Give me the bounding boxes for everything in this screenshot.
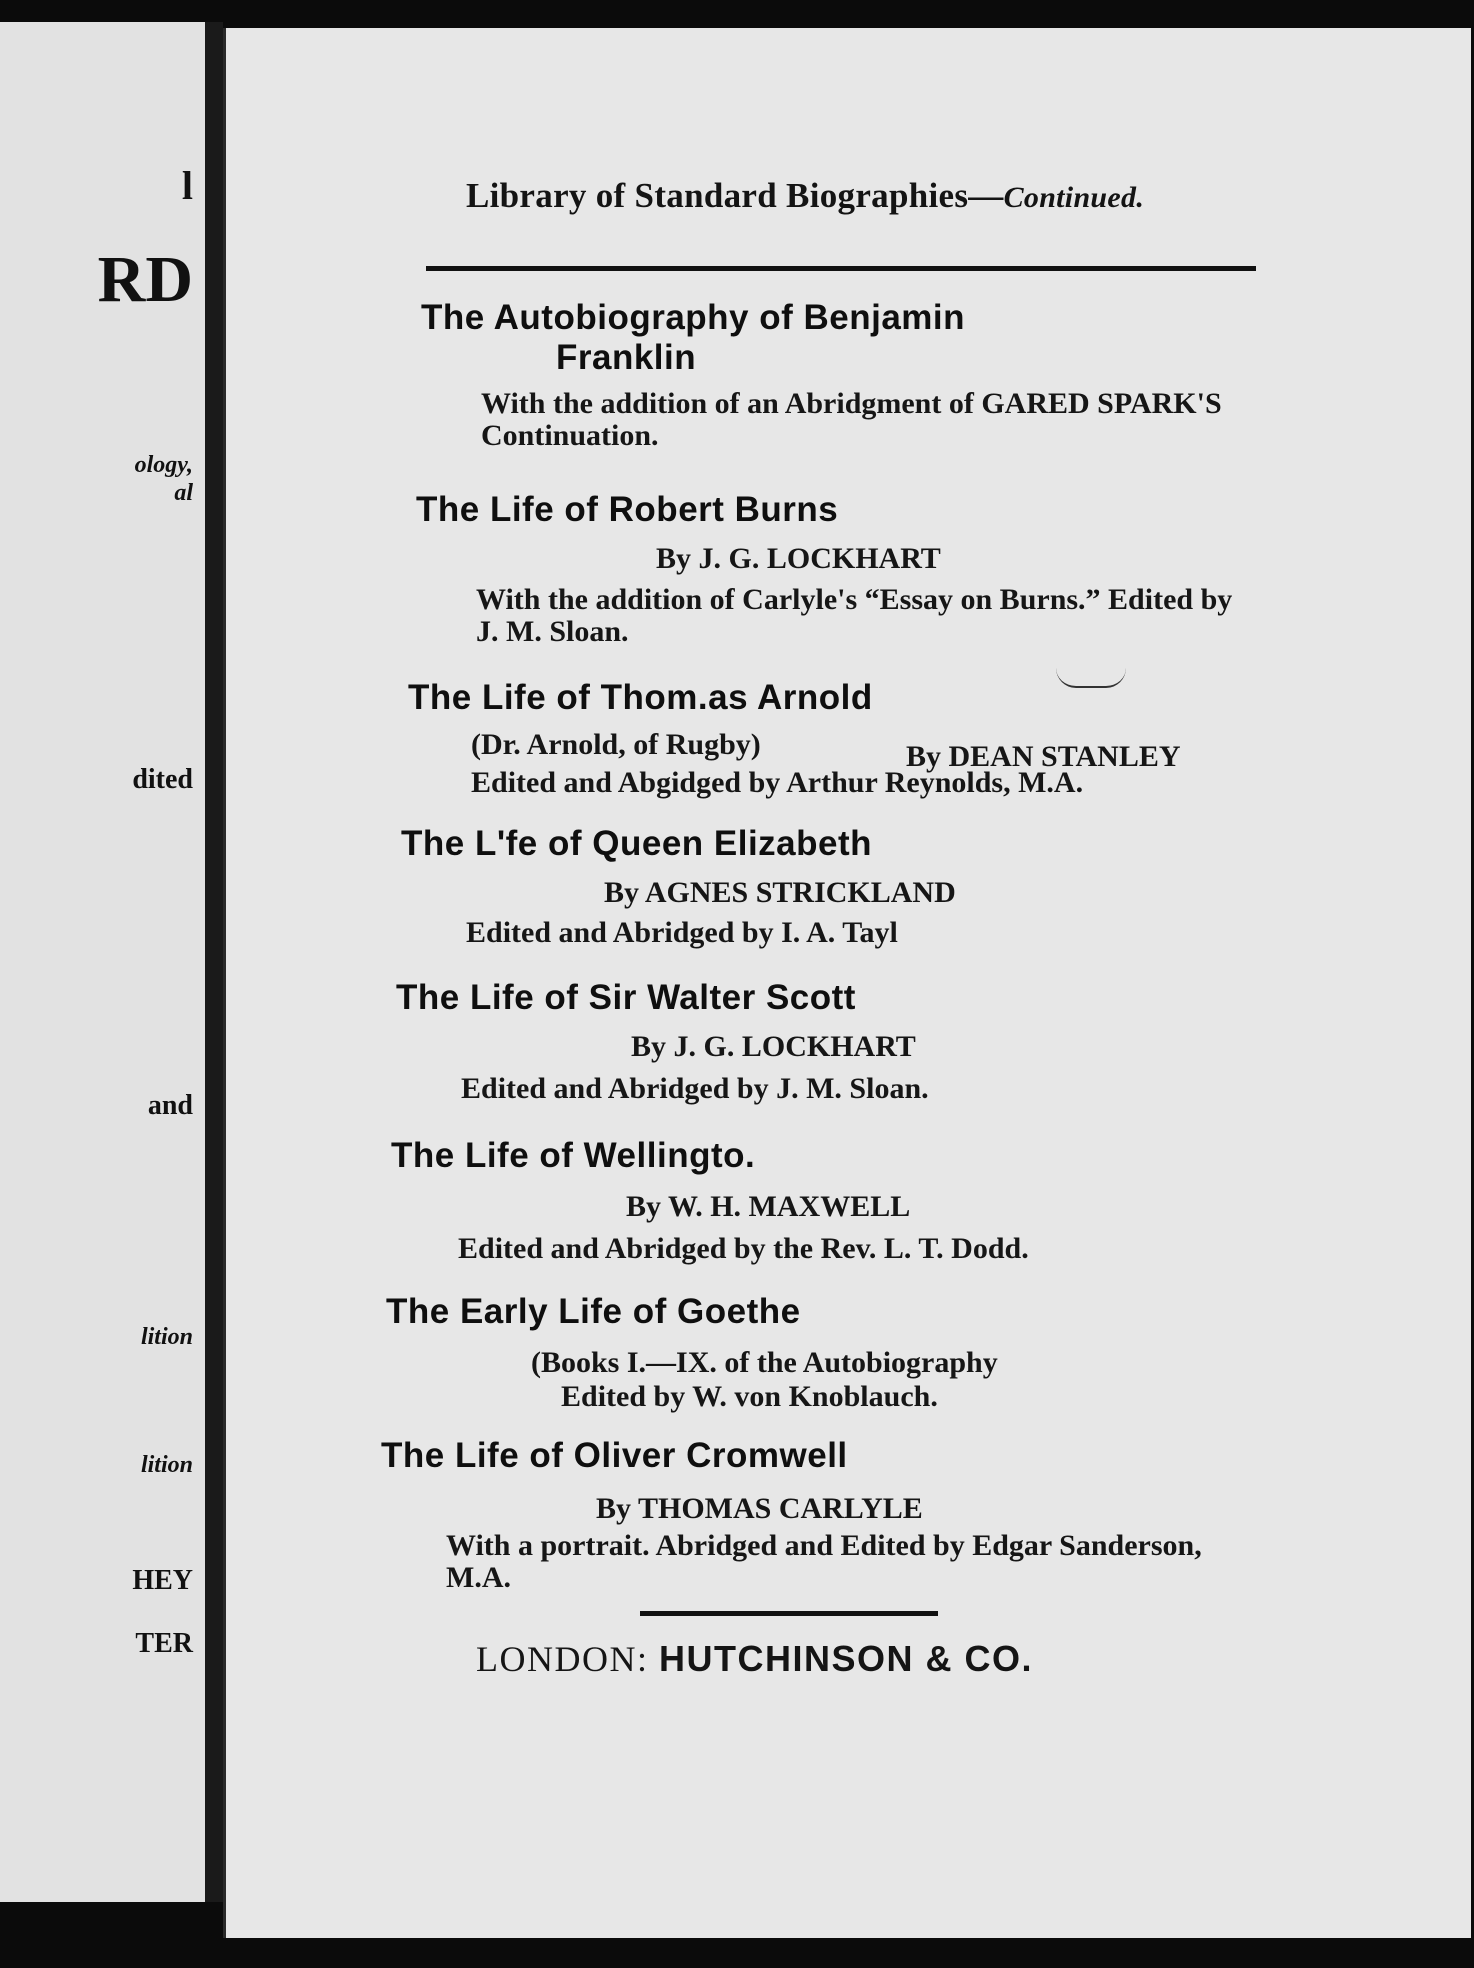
entry-note: With the addition of an Abridgment of GARED SPARK'S Continuation.	[481, 387, 1222, 452]
fragment-text: lition	[140, 1452, 193, 1478]
fragment-text: lition	[140, 1324, 193, 1350]
entry-author: By AGNES STRICKLAND	[604, 876, 956, 909]
entry-title: The Life of Sir Walter Scott	[396, 978, 856, 1017]
entry-author: By DEAN STANLEY	[906, 740, 1181, 773]
entry-note: With the addition of Carlyle's “Essay on Burns.” Edited by J. M. Sloan.	[476, 583, 1233, 648]
publisher-imprint	[476, 1638, 1033, 1680]
entry-note: Edited and Abgidged by Arthur Reynolds, M.A.	[471, 766, 1084, 799]
entry-author: By W. H. MAXWELL	[626, 1190, 911, 1223]
fragment-text: l	[181, 163, 193, 208]
fragment-text: ology,	[134, 452, 193, 478]
entry-title: The Life of Thom.as Arnold	[408, 678, 873, 717]
fragment-text: TER	[135, 1628, 193, 1659]
continued-label: Continued.	[1003, 181, 1145, 214]
running-header	[466, 176, 1246, 216]
entry-note: Edited and Abridged by the Rev. L. T. Dodd.	[458, 1232, 1029, 1265]
entry-title: The Life of Wellingto.	[391, 1136, 756, 1175]
book-page	[223, 28, 1471, 1938]
entry-author: By J. G. LOCKHART	[656, 542, 941, 575]
footer-rule	[640, 1611, 938, 1616]
fragment-text: HEY	[132, 1565, 193, 1596]
book-gutter	[205, 22, 223, 1902]
entry-title: The Life of Robert Burns	[416, 490, 839, 529]
entry-title: The L'fe of Queen Elizabeth	[401, 824, 873, 863]
entry-title: The Life of Oliver Cromwell	[381, 1436, 848, 1475]
fragment-text: RD	[97, 243, 193, 316]
entry-note: (Books I.—IX. of the Autobiography	[531, 1346, 998, 1379]
entry-note: With a portrait. Abridged and Edited by Edgar Sanderson, M.A.	[446, 1529, 1202, 1594]
entry-author: By J. G. LOCKHART	[631, 1030, 916, 1063]
entry-author: By THOMAS CARLYLE	[596, 1492, 923, 1525]
facing-page-fragment	[0, 22, 205, 1902]
publisher-name: HUTCHINSON & CO.	[658, 1638, 1033, 1679]
entry-title: Franklin	[556, 338, 697, 377]
entry-note: Edited and Abridged by I. A. Tayl	[466, 916, 898, 949]
header-rule	[426, 266, 1256, 271]
ink-smudge	[1056, 668, 1126, 688]
series-title: Library of Standard Biographies—	[466, 176, 1004, 215]
entry-note: Edited by W. von Knoblauch.	[561, 1380, 938, 1413]
publisher-city: LONDON:	[476, 1639, 649, 1679]
entry-note: Edited and Abridged by J. M. Sloan.	[461, 1072, 929, 1105]
entry-title: The Early Life of Goethe	[386, 1292, 801, 1331]
entry-title: The Autobiography of Benjamin	[421, 298, 966, 337]
entry-note: (Dr. Arnold, of Rugby)	[471, 728, 761, 761]
fragment-text: and	[147, 1090, 193, 1121]
fragment-text: dited	[132, 764, 193, 795]
fragment-text: al	[174, 480, 193, 506]
